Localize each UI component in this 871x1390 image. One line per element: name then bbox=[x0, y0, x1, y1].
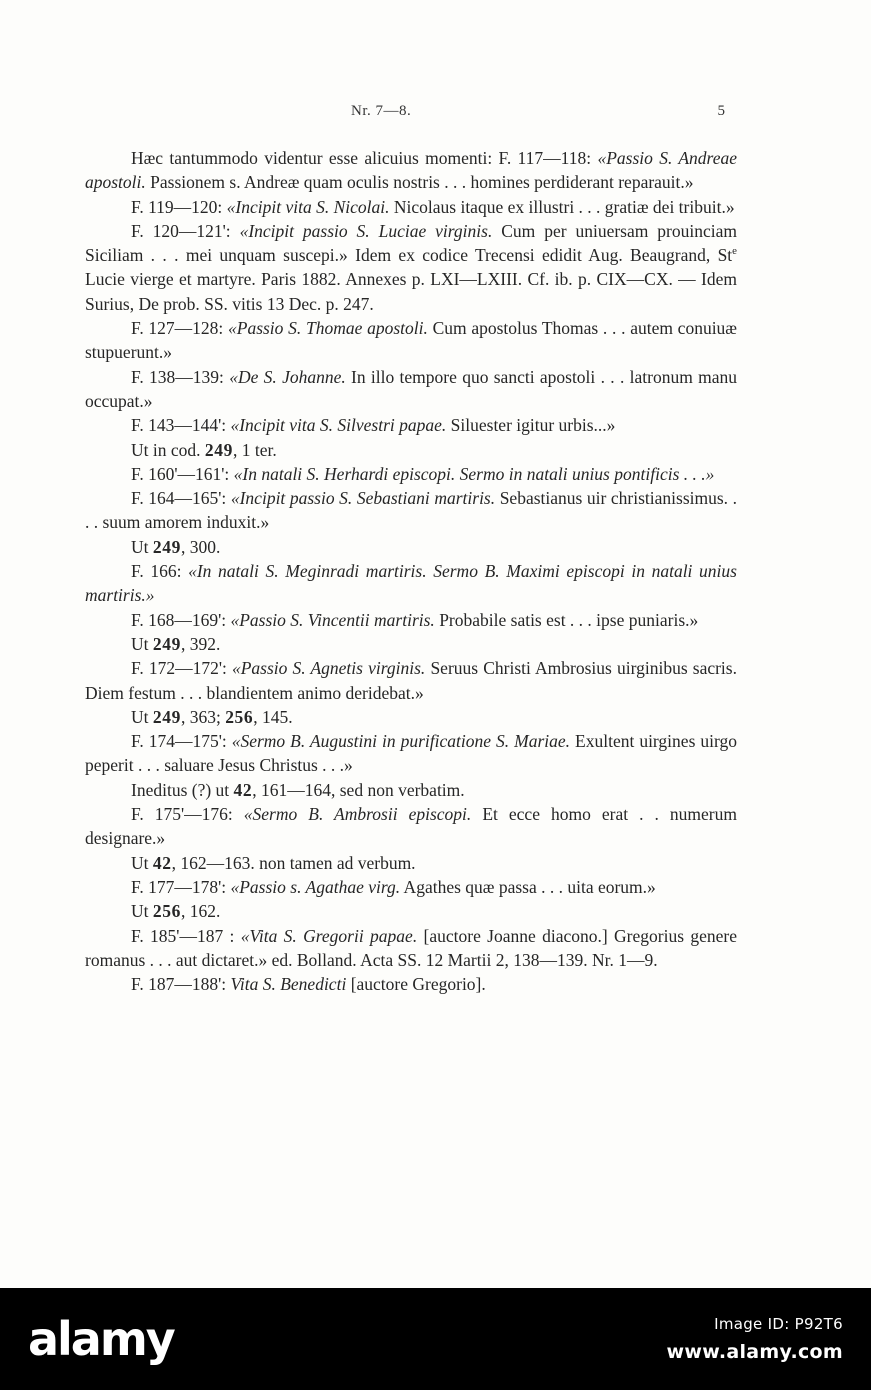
text-segment: «Sermo B. Ambrosii episcopi. bbox=[243, 804, 472, 825]
text-segment: «Passio S. Thomae apostoli. bbox=[228, 318, 428, 339]
text-segment: «Vita S. Gregorii papae. bbox=[240, 925, 418, 946]
alamy-footer-bar bbox=[0, 1288, 871, 1390]
paragraph bbox=[85, 729, 737, 778]
text-segment: , 162. bbox=[180, 901, 221, 922]
alamy-url: www.alamy.com bbox=[666, 1341, 843, 1363]
text-segment: e bbox=[732, 245, 737, 258]
paragraph bbox=[85, 316, 737, 365]
text-segment: «Incipit passio S. Sebastiani martiris. bbox=[230, 488, 496, 509]
text-segment: «In natali S. Meginradi martiris. Sermo B. Maximi episcopi in natali unius martiris.» bbox=[85, 561, 737, 606]
text-segment: Ineditus (?) ut bbox=[131, 779, 234, 800]
image-id-label: Image ID: P92T6 bbox=[714, 1315, 843, 1333]
text-segment: «Passio S. Agnetis virginis. bbox=[231, 658, 426, 679]
text-segment: F. 166: bbox=[131, 561, 189, 582]
text-segment: Exultent uirgines uirgo peperit . . . saluare Jesus Christus . . .» bbox=[85, 731, 737, 776]
text-segment: 249 bbox=[152, 706, 181, 727]
text-segment: Vita S. Benedicti bbox=[230, 974, 347, 995]
text-segment: Probabile satis est . . . ipse puniaris.» bbox=[434, 609, 699, 630]
text-segment: 249 bbox=[152, 536, 181, 557]
text-segment: F. 138—139: bbox=[131, 366, 230, 387]
text-segment: 256 bbox=[152, 901, 181, 922]
text-segment: F. 177—178': bbox=[131, 876, 231, 897]
text-segment: F. 143—144': bbox=[131, 415, 231, 436]
text-segment: , 300. bbox=[180, 536, 221, 557]
text-segment: «Incipit passio S. Luciae virginis. bbox=[239, 220, 493, 241]
text-segment: «In natali S. Herhardi episcopi. Sermo in natali unius pontificis . . .» bbox=[233, 463, 715, 484]
text-segment: F. 172—172': bbox=[131, 658, 232, 679]
paragraph bbox=[85, 778, 737, 802]
text-segment: Siluester igitur urbis...» bbox=[446, 415, 616, 436]
paragraph bbox=[85, 632, 737, 656]
text-segment: F. 120—121': bbox=[131, 220, 240, 241]
text-segment: Ut bbox=[131, 706, 153, 727]
text-segment: «Incipit vita S. Silvestri papae. bbox=[230, 415, 447, 436]
paragraph bbox=[85, 899, 737, 923]
paragraph bbox=[85, 438, 737, 462]
text-segment: Ut bbox=[131, 633, 153, 654]
text-segment: Passionem s. Andreæ quam oculis nostris . . . homines perdiderant reparauit.» bbox=[145, 172, 694, 193]
text-segment: , 145. bbox=[253, 706, 293, 727]
text-segment: 42 bbox=[152, 852, 172, 873]
text-segment: F. 174—175': bbox=[131, 731, 232, 752]
text-segment: Ut bbox=[131, 536, 153, 557]
text-segment: F. 127—128: bbox=[131, 318, 228, 339]
text-segment: 42 bbox=[233, 779, 253, 800]
alamy-footer-info bbox=[667, 1315, 844, 1363]
paragraph bbox=[85, 413, 737, 437]
page-number: 5 bbox=[717, 103, 725, 119]
text-segment: F. 119—120: bbox=[131, 196, 227, 217]
paragraph bbox=[85, 146, 737, 195]
text-segment: F. 175'—176: bbox=[131, 804, 244, 825]
paragraph bbox=[85, 365, 737, 414]
text-segment: Lucie vierge et martyre. Paris 1882. Annexes p. LXI—LXIII. Cf. ib. p. CIX—CX. — Idem Surius, De prob. SS. vitis 13 Dec. p. 247. bbox=[85, 269, 737, 314]
paragraph bbox=[85, 559, 737, 608]
text-segment: , 162—163. non tamen ad verbum. bbox=[171, 852, 416, 873]
paragraph bbox=[85, 462, 737, 486]
paragraph bbox=[85, 535, 737, 559]
text-segment: «Passio S. Andreae apostoli. bbox=[85, 148, 738, 193]
text-segment: Agathes quæ passa . . . uita eorum.» bbox=[400, 876, 656, 897]
text-segment: F. 164—165': bbox=[131, 488, 231, 509]
text-segment: Nicolaus itaque ex illustri . . . gratiæ dei tribuit.» bbox=[389, 196, 735, 217]
page-body bbox=[85, 146, 737, 996]
text-segment: In illo tempore quo sancti apostoli . . . latronum manu occupat.» bbox=[85, 366, 737, 411]
text-segment: «Incipit vita S. Nicolai. bbox=[226, 196, 390, 217]
text-segment: , 1 ter. bbox=[232, 439, 277, 460]
text-segment: [auctore Joanne diacono.] Gregorius genere romanus . . . aut dictaret.» ed. Bolland. Acta SS. 12 Martii 2, 138—139. Nr. 1—9. bbox=[85, 925, 737, 970]
text-segment: Seruus Christi Ambrosius uirginibus sacris. Diem festum . . . blandientem animo deridebat.» bbox=[85, 658, 737, 703]
text-segment: 249 bbox=[152, 633, 181, 654]
text-segment: 249 bbox=[204, 439, 233, 460]
text-segment: Hæc tantummodo videntur esse alicuius momenti: F. 117—118: bbox=[131, 148, 598, 168]
text-segment: Et ecce homo erat . . numerum designare.» bbox=[85, 804, 737, 849]
text-segment: Cum apostolus Thomas . . . autem conuiuæ stupuerunt.» bbox=[85, 318, 737, 363]
header-issue-number: Nr. 7—8. bbox=[351, 103, 412, 119]
alamy-logo: alamy bbox=[28, 1312, 174, 1366]
text-segment: «Sermo B. Augustini in purificatione S. Mariae. bbox=[231, 731, 571, 752]
text-segment: «Passio S. Vincentii martiris. bbox=[230, 609, 435, 630]
paragraph bbox=[85, 851, 737, 875]
text-segment: , 392. bbox=[180, 633, 221, 654]
paragraph bbox=[85, 705, 737, 729]
paragraph bbox=[85, 656, 737, 705]
text-segment: 256 bbox=[225, 706, 254, 727]
text-segment: Sebastianus uir christianissimus. . . . suum amorem induxit.» bbox=[85, 488, 737, 533]
paragraph bbox=[85, 924, 737, 973]
text-segment: «Passio s. Agathae virg. bbox=[230, 876, 401, 897]
paragraph bbox=[85, 486, 737, 535]
text-segment: «De S. Johanne. bbox=[229, 366, 346, 387]
paragraph bbox=[85, 972, 737, 996]
paragraph bbox=[85, 608, 737, 632]
text-segment: Ut bbox=[131, 901, 153, 922]
paragraph bbox=[85, 219, 737, 316]
text-segment: F. 160'—161': bbox=[131, 463, 234, 484]
text-segment: F. 187—188': bbox=[131, 974, 231, 995]
text-segment: F. 185'—187 : bbox=[131, 925, 241, 946]
text-segment: , 161—164, sed non verbatim. bbox=[252, 779, 465, 800]
text-segment: , 363; bbox=[180, 706, 226, 727]
text-segment: Cum per uniuersam prouinciam Siciliam . . . mei unquam suscepi.» Idem ex codice Trecensi edidit Aug. Beaugrand, St bbox=[85, 220, 737, 266]
paragraph bbox=[85, 875, 737, 899]
text-segment: [auctore Gregorio]. bbox=[346, 974, 486, 995]
text-segment: Ut bbox=[131, 852, 153, 873]
paragraph bbox=[85, 802, 737, 851]
text-segment: Ut in cod. bbox=[131, 439, 205, 460]
text-segment: F. 168—169': bbox=[131, 609, 231, 630]
paragraph bbox=[85, 195, 737, 219]
page-header bbox=[85, 103, 737, 125]
